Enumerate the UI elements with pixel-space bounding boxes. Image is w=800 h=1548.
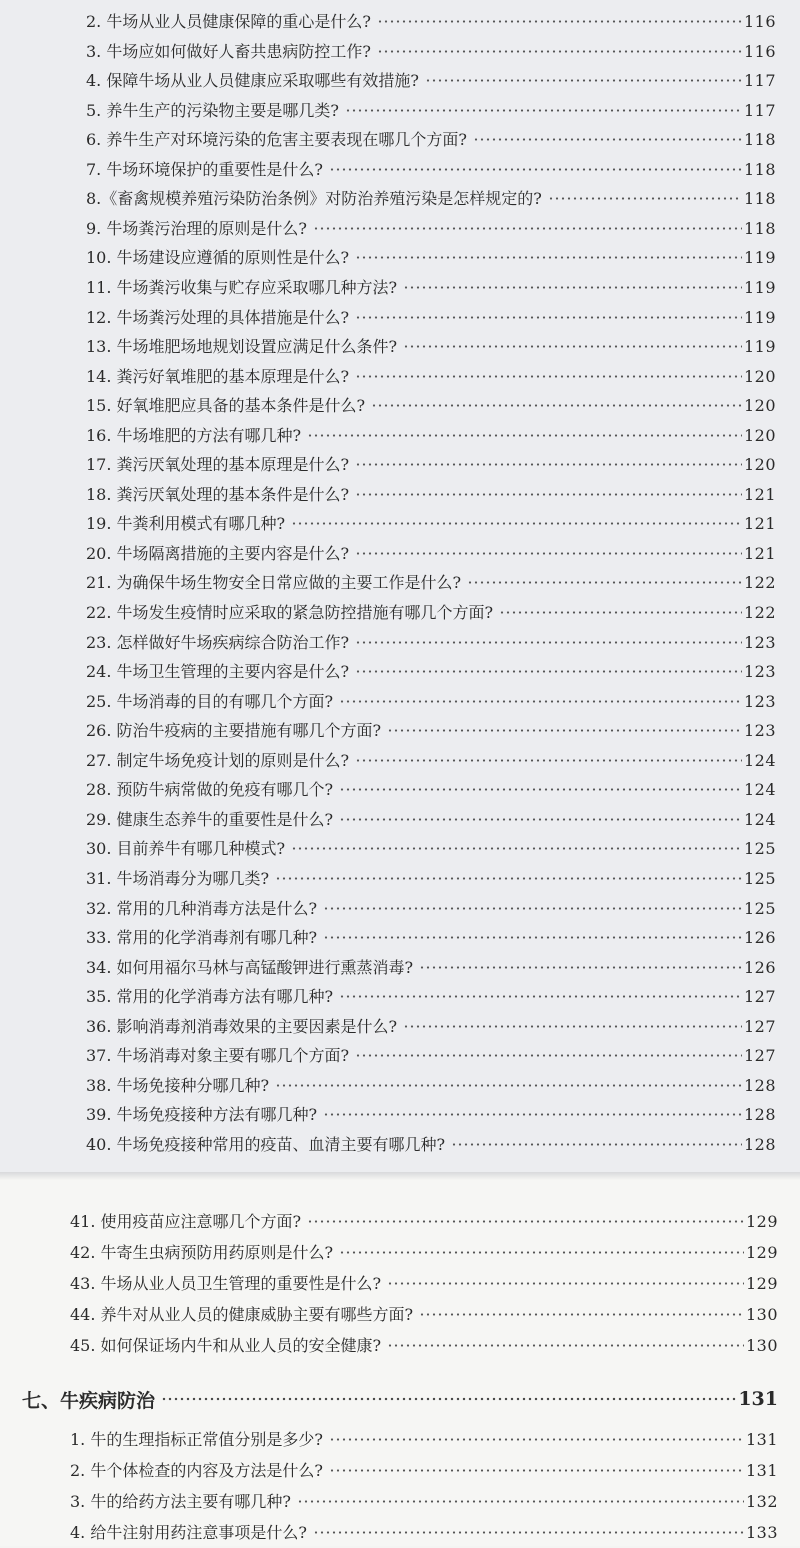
leader-dots [355,361,742,392]
toc-entry-page-number: 124 [743,809,776,829]
toc-entry-title: 1. 牛的生理指标正常值分别是多少? [70,1430,323,1449]
toc-entry[interactable] [86,952,776,983]
leader-dots [297,1486,744,1517]
leader-dots [425,65,742,96]
toc-entry-page-number: 128 [743,1075,776,1095]
toc-entry-title: 45. 如何保证场内牛和从业人员的安全健康? [70,1336,382,1355]
leader-dots [403,272,742,303]
toc-entry-title: 30. 目前养牛有哪几种模式? [86,839,286,859]
toc-entry[interactable] [86,981,776,1012]
toc-entry[interactable] [86,715,776,746]
toc-entry-page-number: 131 [745,1461,778,1480]
toc-entry-page-number: 120 [743,396,776,416]
toc-entry[interactable] [86,272,776,303]
toc-entry[interactable] [86,1099,776,1130]
toc-entry-page-number: 117 [743,100,776,120]
toc-entry[interactable] [86,213,776,244]
toc-entry[interactable] [86,863,776,894]
leader-dots [355,302,742,333]
toc-entry-page-number: 119 [743,337,776,357]
toc-entry-title: 31. 牛场消毒分为哪几类? [86,868,270,888]
toc-entry[interactable] [70,1299,778,1330]
leader-dots [339,804,742,835]
toc-entry-title: 37. 牛场消毒对象主要有哪几个方面? [86,1046,350,1066]
toc-entry-page-number: 127 [743,1016,776,1036]
toc-entry-title: 43. 牛场从业人员卫生管理的重要性是什么? [70,1274,382,1293]
toc-entry[interactable] [86,302,776,333]
toc-entry[interactable] [86,656,776,687]
leader-dots [313,213,742,244]
leader-dots [275,863,742,894]
toc-entry-page-number: 119 [743,277,776,297]
leader-dots [355,656,742,687]
toc-entry[interactable] [86,745,776,776]
leader-dots [499,597,742,628]
leader-dots [355,538,742,569]
toc-entry-title: 18. 粪污厌氧处理的基本条件是什么? [86,484,350,504]
toc-entry[interactable] [86,508,776,539]
toc-entry-page-number: 118 [743,159,776,179]
toc-entry-title: 20. 牛场隔离措施的主要内容是什么? [86,543,350,563]
toc-entry-title: 41. 使用疫苗应注意哪几个方面? [70,1212,302,1231]
toc-entry[interactable] [86,449,776,480]
toc-entry-page-number: 121 [743,484,776,504]
toc-entry[interactable] [86,390,776,421]
toc-entry[interactable] [86,183,776,214]
toc-entry-page-number: 118 [743,130,776,150]
toc-entry-title: 21. 为确保牛场生物安全日常应做的主要工作是什么? [86,573,462,593]
toc-entry-page-number: 128 [743,1134,776,1154]
toc-entry-title: 26. 防治牛疫病的主要措施有哪几个方面? [86,721,382,741]
leader-dots [291,508,742,539]
leader-dots [307,420,742,451]
leader-dots [329,1455,744,1486]
chapter-page-number: 131 [738,1388,778,1410]
toc-entry-title: 11. 牛场粪污收集与贮存应采取哪几种方法? [86,277,398,297]
chapter-title: 七、牛疾病防治 [22,1389,156,1412]
toc-entry-page-number: 122 [743,573,776,593]
toc-entry-title: 15. 好氧堆肥应具备的基本条件是什么? [86,396,366,416]
toc-entry-page-number: 116 [743,12,776,31]
leader-dots [355,1040,742,1071]
leader-dots [548,183,742,214]
toc-entry-page-number: 123 [743,662,776,682]
toc-entry-title: 2. 牛场从业人员健康保障的重心是什么? [86,12,371,31]
toc-entry-page-number: 118 [743,189,776,209]
leader-dots [275,1070,742,1101]
toc-entry[interactable] [86,1011,776,1042]
toc-entry[interactable] [86,95,776,126]
toc-entry[interactable] [86,627,776,658]
toc-entry[interactable] [86,774,776,805]
toc-entry-page-number: 133 [745,1523,778,1542]
toc-entry[interactable] [86,686,776,717]
leader-dots [403,331,742,362]
leader-dots [467,567,742,598]
leader-dots [371,390,742,421]
toc-entry-title: 16. 牛场堆肥的方法有哪几种? [86,425,302,445]
toc-entry-title: 3. 牛场应如何做好人畜共患病防控工作? [86,41,371,61]
toc-entry[interactable] [86,538,776,569]
toc-entry[interactable] [70,1237,778,1268]
toc-entry-title: 14. 粪污好氧堆肥的基本原理是什么? [86,366,350,386]
toc-entry[interactable] [86,1040,776,1071]
toc-entry-title: 9. 牛场粪污治理的原则是什么? [86,218,307,238]
toc-entry[interactable] [70,1517,778,1548]
toc-entry-page-number: 125 [743,839,776,859]
toc-entry-page-number: 117 [743,71,776,91]
leader-dots [355,242,742,273]
toc-entry[interactable] [86,331,776,362]
toc-entry[interactable] [86,922,776,953]
leader-dots [339,774,742,805]
toc-entry-title: 23. 怎样做好牛场疾病综合防治工作? [86,632,350,652]
toc-entry-page-number: 118 [743,218,776,238]
toc-entry[interactable] [86,1070,776,1101]
toc-entry-page-number: 124 [743,750,776,770]
toc-entry-title: 39. 牛场免疫接种方法有哪几种? [86,1105,318,1125]
toc-entry-title: 5. 养牛生产的污染物主要是哪几类? [86,100,339,120]
toc-entry-page-number: 123 [743,632,776,652]
toc-entry[interactable] [86,804,776,835]
leader-dots [291,833,742,864]
leader-dots [313,1517,744,1548]
toc-entry-title: 35. 常用的化学消毒方法有哪几种? [86,987,334,1007]
toc-entry-page-number: 129 [745,1274,778,1293]
toc-entry[interactable] [86,833,776,864]
toc-entry[interactable] [70,1455,778,1486]
leader-dots [355,449,742,480]
leader-dots [329,1424,744,1455]
toc-entry-title: 13. 牛场堆肥场地规划设置应满足什么条件? [86,337,398,357]
toc-entry-title: 28. 预防牛病常做的免疫有哪几个? [86,780,334,800]
toc-entry-page-number: 122 [743,603,776,622]
toc-entry-page-number: 129 [745,1243,778,1262]
toc-entry-title: 10. 牛场建设应遵循的原则性是什么? [86,248,350,268]
toc-entry[interactable] [86,361,776,392]
toc-entry-page-number: 119 [743,248,776,268]
toc-entry-title: 2. 牛个体检查的内容及方法是什么? [70,1461,323,1480]
leader-dots [473,124,742,155]
leader-dots [355,479,742,510]
toc-entry-title: 44. 养牛对从业人员的健康威胁主要有哪些方面? [70,1305,414,1324]
toc-entry-title: 33. 常用的化学消毒剂有哪几种? [86,928,318,948]
leader-dots [419,1299,744,1330]
toc-entry-page-number: 123 [743,721,776,741]
leader-dots [355,627,742,658]
leader-dots [377,6,742,37]
toc-entry-title: 8.《畜禽规模养殖污染防治条例》对防治养殖污染是怎样规定的? [86,189,542,209]
toc-entry-title: 22. 牛场发生疫情时应采取的紧急防控措施有哪几个方面? [86,603,494,622]
toc-entry-title: 25. 牛场消毒的目的有哪几个方面? [86,691,334,711]
toc-entry-title: 4. 给牛注射用药注意事项是什么? [70,1523,307,1542]
leader-dots [329,154,742,185]
leader-dots [339,686,742,717]
toc-entry-page-number: 125 [743,898,776,918]
chapter-heading[interactable] [22,1382,778,1416]
toc-entry-title: 17. 粪污厌氧处理的基本原理是什么? [86,455,350,475]
toc-entry[interactable] [86,242,776,273]
toc-entry[interactable] [86,479,776,510]
toc-entry-title: 32. 常用的几种消毒方法是什么? [86,898,318,918]
toc-entry-title: 3. 牛的给药方法主要有哪几种? [70,1492,291,1511]
toc-entry-page-number: 127 [743,1046,776,1066]
toc-entry-title: 34. 如何用福尔马林与高锰酸钾进行熏蒸消毒? [86,957,414,977]
leader-dots [323,922,742,953]
leader-dots [345,95,742,126]
toc-entry-title: 27. 制定牛场免疫计划的原则是什么? [86,750,350,770]
toc-entry-page-number: 132 [745,1492,778,1511]
leader-dots [161,1382,736,1416]
toc-entry-page-number: 126 [743,928,776,948]
toc-entry[interactable] [86,1129,776,1160]
toc-entry-page-number: 116 [743,41,776,61]
leader-dots [451,1129,742,1160]
toc-entry-title: 7. 牛场环境保护的重要性是什么? [86,159,323,179]
leader-dots [323,1099,742,1130]
toc-entry[interactable] [86,567,776,598]
toc-entry-page-number: 124 [743,780,776,800]
toc-entry-page-number: 120 [743,455,776,475]
leader-dots [387,715,742,746]
toc-entry[interactable] [86,124,776,155]
leader-dots [323,893,742,924]
toc-entry-page-number: 125 [743,868,776,888]
leader-dots [387,1330,744,1361]
toc-entry-title: 4. 保障牛场从业人员健康应采取哪些有效措施? [86,71,419,91]
leader-dots [377,36,742,67]
toc-entry[interactable] [70,1330,778,1361]
toc-entry[interactable] [70,1268,778,1299]
toc-entry-title: 19. 牛粪利用模式有哪几种? [86,514,286,534]
toc-entry[interactable] [86,36,776,67]
toc-entry-page-number: 119 [743,307,776,327]
toc-entry-title: 6. 养牛生产对环境污染的危害主要表现在哪几个方面? [86,130,467,150]
toc-entry-title: 36. 影响消毒剂消毒效果的主要因素是什么? [86,1016,398,1036]
toc-entry[interactable] [86,893,776,924]
toc-entry-page-number: 130 [745,1336,778,1355]
toc-entry-page-number: 128 [743,1105,776,1125]
leader-dots [355,745,742,776]
leader-dots [307,1206,744,1237]
toc-entry[interactable] [70,1424,778,1455]
toc-entry-page-number: 121 [743,543,776,563]
leader-dots [339,1237,744,1268]
toc-entry-page-number: 120 [743,425,776,445]
leader-dots [387,1268,744,1299]
toc-entry-title: 38. 牛场免接种分哪几种? [86,1075,270,1095]
toc-entry[interactable] [86,420,776,451]
toc-entry-page-number: 130 [745,1305,778,1324]
toc-entry-page-number: 129 [745,1212,778,1231]
toc-entry[interactable] [70,1486,778,1517]
toc-entry[interactable] [86,65,776,96]
toc-entry-page-number: 123 [743,691,776,711]
page-divider [0,1172,800,1180]
toc-entry-title: 12. 牛场粪污处理的具体措施是什么? [86,307,350,327]
toc-entry-title: 29. 健康生态养牛的重要性是什么? [86,809,334,829]
toc-entry[interactable] [86,154,776,185]
leader-dots [419,952,742,983]
toc-entry[interactable] [86,6,776,37]
toc-entry-title: 40. 牛场免疫接种常用的疫苗、血清主要有哪几种? [86,1134,446,1154]
toc-entry-page-number: 126 [743,957,776,977]
toc-entry[interactable] [86,597,776,628]
toc-entry-page-number: 131 [745,1430,778,1449]
toc-entry-page-number: 121 [743,514,776,534]
toc-entry-page-number: 120 [743,366,776,386]
toc-entry-title: 24. 牛场卫生管理的主要内容是什么? [86,662,350,682]
leader-dots [403,1011,742,1042]
toc-entry-page-number: 127 [743,987,776,1007]
toc-entry-title: 42. 牛寄生虫病预防用药原则是什么? [70,1243,334,1262]
leader-dots [339,981,742,1012]
toc-entry[interactable] [70,1206,778,1237]
